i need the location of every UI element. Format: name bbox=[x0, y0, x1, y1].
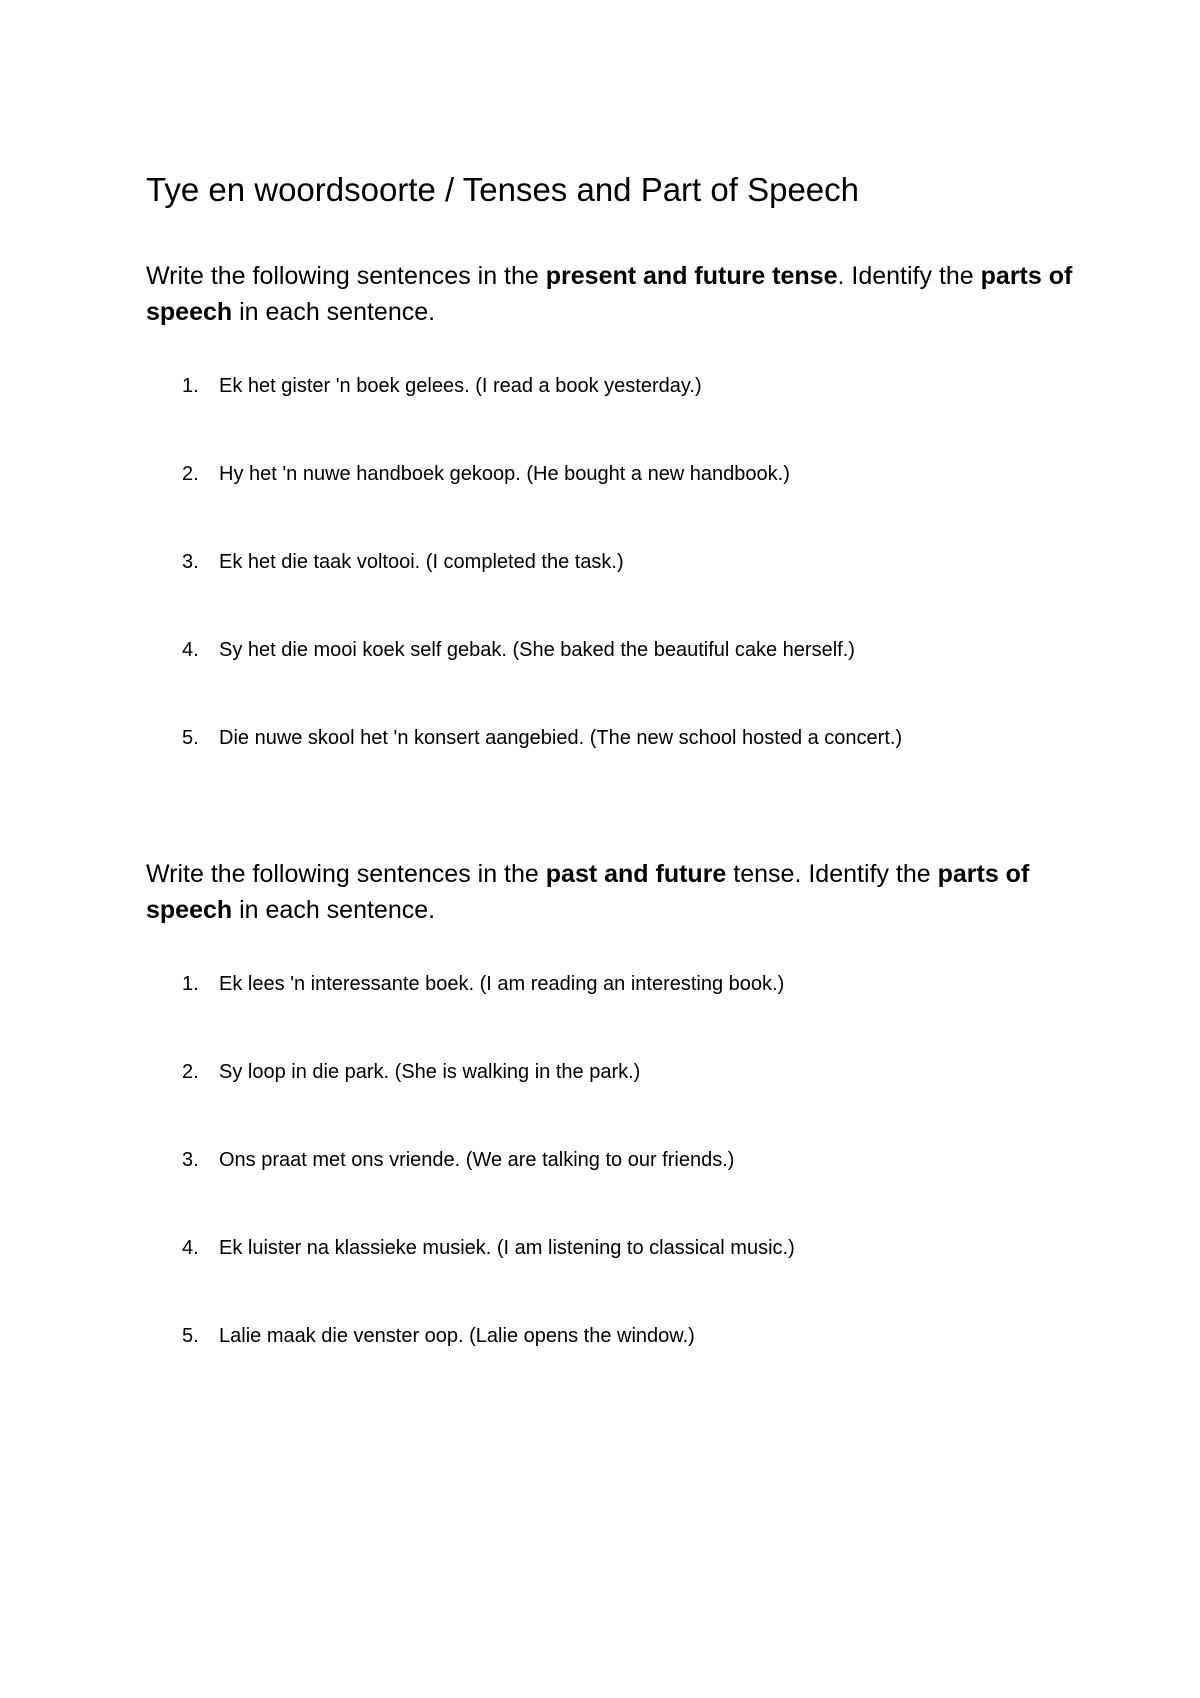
item-text: Ons praat met ons vriende. (We are talking to our friends.) bbox=[219, 1149, 735, 1171]
list-item bbox=[146, 1322, 1106, 1410]
item-number: 1. bbox=[182, 375, 199, 397]
item-number: 4. bbox=[182, 1237, 199, 1259]
list-item bbox=[146, 548, 1106, 636]
instruction-emphasis: parts of speech bbox=[146, 262, 1073, 326]
item-text: Sy loop in die park. (She is walking in the park.) bbox=[219, 1061, 641, 1083]
item-number: 1. bbox=[182, 973, 199, 995]
list-item bbox=[146, 636, 1106, 724]
instruction-text: in each sentence. bbox=[232, 896, 436, 924]
item-text: Die nuwe skool het 'n konsert aangebied. (The new school hosted a concert.) bbox=[219, 727, 903, 749]
sentence-list-1 bbox=[146, 372, 1106, 812]
instruction-text: Write the following sentences in the bbox=[146, 262, 546, 290]
item-number: 3. bbox=[182, 1149, 199, 1171]
instruction-text: . Identify the bbox=[837, 262, 981, 290]
list-item bbox=[146, 724, 1106, 812]
item-number: 3. bbox=[182, 551, 199, 573]
list-item bbox=[146, 970, 1106, 1058]
instruction-emphasis: parts of speech bbox=[146, 860, 1030, 924]
item-text: Sy het die mooi koek self gebak. (She baked the beautiful cake herself.) bbox=[219, 639, 855, 661]
instruction-text: tense. Identify the bbox=[726, 860, 938, 888]
item-number: 5. bbox=[182, 727, 199, 749]
list-item bbox=[146, 372, 1106, 460]
item-number: 4. bbox=[182, 639, 199, 661]
item-text: Ek het die taak voltooi. (I completed the task.) bbox=[219, 551, 624, 573]
list-item bbox=[146, 1234, 1106, 1322]
instruction-present-future bbox=[146, 258, 1076, 330]
item-text: Ek luister na klassieke musiek. (I am listening to classical music.) bbox=[219, 1237, 795, 1259]
list-item bbox=[146, 1146, 1106, 1234]
instruction-text: Write the following sentences in the bbox=[146, 860, 546, 888]
item-text: Ek het gister 'n boek gelees. (I read a book yesterday.) bbox=[219, 375, 702, 397]
item-text: Lalie maak die venster oop. (Lalie opens the window.) bbox=[219, 1325, 695, 1347]
item-text: Hy het 'n nuwe handboek gekoop. (He bought a new handbook.) bbox=[219, 463, 790, 485]
list-item bbox=[146, 1058, 1106, 1146]
item-number: 2. bbox=[182, 463, 199, 485]
item-number: 2. bbox=[182, 1061, 199, 1083]
list-item bbox=[146, 460, 1106, 548]
item-number: 5. bbox=[182, 1325, 199, 1347]
instruction-emphasis: past and future bbox=[545, 860, 727, 888]
item-text: Ek lees 'n interessante boek. (I am reading an interesting book.) bbox=[219, 973, 785, 995]
instruction-emphasis: present and future tense bbox=[545, 262, 838, 290]
instruction-text: in each sentence. bbox=[232, 298, 436, 326]
instruction-past-future bbox=[146, 856, 1076, 928]
page-title: Tye en woordsoorte / Tenses and Part of Speech bbox=[146, 171, 859, 208]
sentence-list-2 bbox=[146, 970, 1106, 1410]
